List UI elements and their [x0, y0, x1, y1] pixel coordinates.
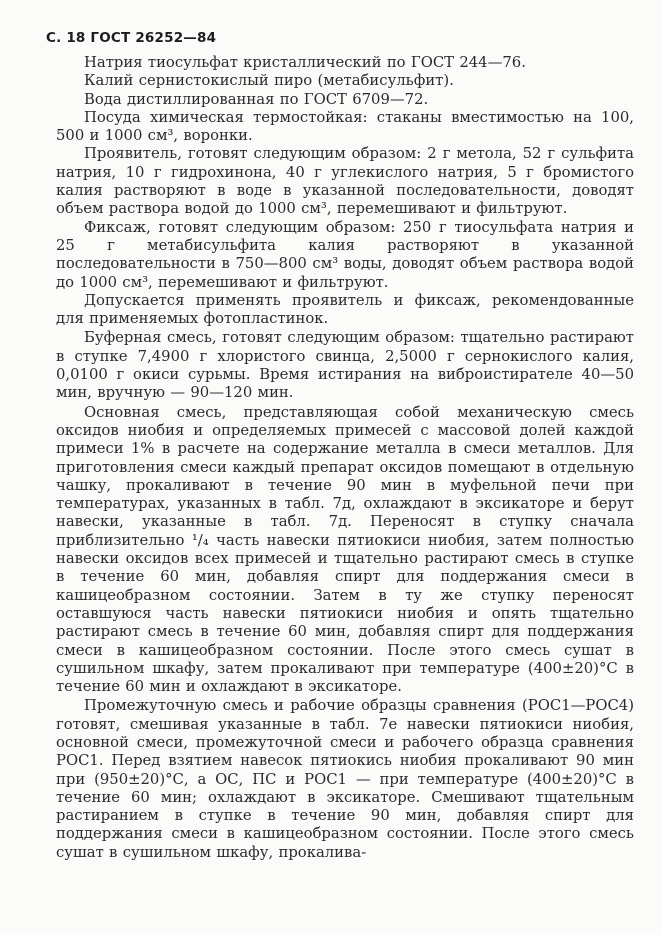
paragraph-fixer: Фиксаж, готовят следующим образом: 250 г тиосульфата натрия и 25 г метабисульфита калия растворяют в указанной последовательности в 750—800 см³ воды, доводят объем раствора водой до 1000 см³, перемешивают и фильтруют. — [56, 218, 634, 291]
paragraph-buffer-mixture: Буферная смесь, готовят следующим образом: тщательно растирают в ступке 7,4900 г хлористого свинца, 2,5000 г сернокислого калия, 0,0100 г окиси сурьмы. Время истирания на виброистирателе 40—50 мин, вручную — 90—120 мин. — [56, 329, 634, 402]
running-header: С. 18 ГОСТ 26252—84 — [46, 30, 217, 46]
paragraph-glassware: Посуда химическая термостойкая: стаканы вместимостью на 100, 500 и 1000 см³, воронки. — [56, 108, 634, 145]
paragraph-intermediate-mixture: Промежуточную смесь и рабочие образцы сравнения (РОС1—РОС4) готовят, смешивая указанные в табл. 7е навески пятиокиси ниобия, основной смеси, промежуточной смеси и рабочего образца сравнения РОС1. Перед взятием навесок пятиокись ниобия прокаливают 90 мин при (950±20)°С, а ОС, ПС и РОС1 — при температуре (400±20)°С в течение 60 мин; охлаждают в эксикаторе. Смешивают тщательным растиранием в ступке в течение 90 мин, добавляя спирт для поддержания смеси в кашицеобразном состоянии. После этого смесь сушат в сушильном шкафу, прокалива- — [56, 697, 634, 861]
paragraph-allowed-reagents: Допускается применять проявитель и фиксаж, рекомендованные для применяемых фотопластинок. — [56, 291, 634, 328]
paragraph-potassium-metabisulfite: Калий сернистокислый пиро (метабисульфит). — [84, 72, 454, 90]
body-text — [56, 54, 634, 862]
paragraph-developer: Проявитель, готовят следующим образом: 2 г метола, 52 г сульфита натрия, 10 г гидрохинона, 40 г углекислого натрия, 5 г бромистого калия растворяют в воде в указанной последовательности, доводят объем раствора водой до 1000 см³, перемешивают и фильтруют. — [56, 145, 634, 218]
paragraph-distilled-water: Вода дистиллированная по ГОСТ 6709—72. — [84, 90, 429, 108]
paragraph-sodium-thiosulfate: Натрия тиосульфат кристаллический по ГОСТ 244—76. — [84, 54, 526, 71]
paragraph-base-mixture: Основная смесь, представляющая собой механическую смесь оксидов ниобия и определяемых примесей с массовой долей каждой примеси 1% в расчете на содержание металла в смеси металлов. Для приготовления смеси каждый препарат оксидов помещают в отдельную чашку, прокаливают в течение 90 мин в муфельной печи при температурах, указанных в табл. 7д, охлаждают в эксикаторе и берут навески, указанные в табл. 7д. Переносят в ступку сначала приблизительно ¹/₄ часть навески пятиокиси ниобия, затем полностью навески оксидов всех примесей и тщательно растирают смесь в ступке в течение 60 мин, добавляя спирт для поддержания смеси в кашицеобразном состоянии. Затем в ту же ступку переносят оставшуюся часть навески пятиокиси ниобия и опять тщательно растирают смесь в течение 60 мин, добавляя спирт для поддержания смеси в кашицеобразном состоянии. После этого смесь сушат в сушильном шкафу, затем прокаливают при температуре (400±20)°С в течение 60 мин и охлаждают в эксикаторе. — [56, 403, 634, 696]
